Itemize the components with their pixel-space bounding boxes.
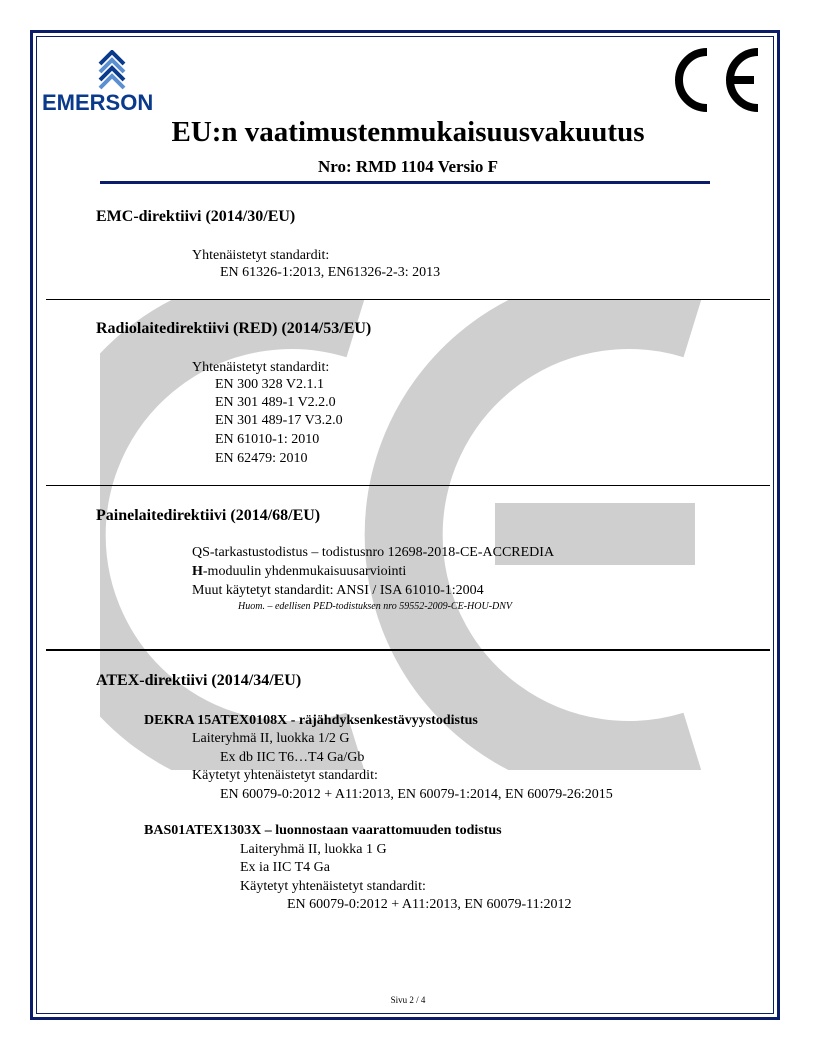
ped-heading: Painelaitedirektiivi (2014/68/EU) — [96, 507, 321, 524]
page-title: EU:n vaatimustenmukaisuusvakuutus — [171, 116, 645, 148]
atex-marking: Ex db IIC T6…T4 Ga/Gb — [220, 750, 365, 765]
red-standards-label: Yhtenäistetyt standardit: — [192, 360, 330, 375]
atex-marking: Ex ia IIC T4 Ga — [240, 860, 330, 875]
ped-note: Huom. – edellisen PED-todistuksen nro 59552-2009-CE-HOU-DNV — [238, 601, 513, 612]
red-standard-item: EN 62479: 2010 — [215, 451, 308, 466]
atex-standards-label: Käytetyt yhtenäistetyt standardit: — [240, 879, 426, 894]
red-standard-item: EN 301 489-17 V3.2.0 — [215, 413, 343, 428]
document-number: Nro: RMD 1104 Versio F — [317, 157, 499, 176]
red-standard-item: EN 300 328 V2.1.1 — [215, 377, 325, 392]
atex-standards: EN 60079-0:2012 + A11:2013, EN 60079-11:2012 — [287, 897, 572, 912]
ped-module-letter: H — [192, 564, 203, 579]
ped-certificate-line: QS-tarkastustodistus – todistusnro 12698-2018-CE-ACCREDIA — [192, 545, 555, 560]
red-standard-item: EN 61010-1: 2010 — [215, 432, 320, 447]
ped-module-text: -moduulin yhdenmukaisuusarviointi — [202, 564, 407, 579]
section-divider — [46, 649, 770, 651]
red-standard-item: EN 301 489-1 V2.2.0 — [215, 395, 336, 410]
title-underline — [100, 181, 710, 184]
atex-cert-title: BAS01ATEX1303X – luonnostaan vaarattomuuden todistus — [144, 823, 502, 838]
atex-cert-title: DEKRA 15ATEX0108X - räjähdyksenkestävyystodistus — [144, 713, 478, 728]
emerson-logo-text: EMERSON — [42, 90, 154, 115]
emc-heading: EMC-direktiivi (2014/30/EU) — [96, 208, 296, 225]
emerson-diamond-icon — [92, 50, 132, 92]
atex-equipment-group: Laiteryhmä II, luokka 1 G — [240, 842, 387, 857]
emc-standard-item: EN 61326-1:2013, EN61326-2-3: 2013 — [220, 265, 441, 280]
ce-mark-icon — [662, 44, 766, 116]
atex-standards: EN 60079-0:2012 + A11:2013, EN 60079-1:2014, EN 60079-26:2015 — [220, 787, 613, 802]
atex-heading: ATEX-direktiivi (2014/34/EU) — [96, 672, 302, 689]
emc-standards-label: Yhtenäistetyt standardit: — [192, 248, 330, 263]
ped-other-standards: Muut käytetyt standardit: ANSI / ISA 61010-1:2004 — [192, 583, 484, 598]
atex-standards-label: Käytetyt yhtenäistetyt standardit: — [192, 768, 378, 783]
section-divider — [46, 299, 770, 300]
atex-equipment-group: Laiteryhmä II, luokka 1/2 G — [192, 731, 350, 746]
emerson-logo — [42, 50, 192, 120]
section-divider — [46, 485, 770, 486]
ped-module-line — [192, 564, 406, 580]
page-number: Sivu 2 / 4 — [390, 995, 426, 1005]
red-heading: Radiolaitedirektiivi (RED) (2014/53/EU) — [96, 320, 372, 337]
